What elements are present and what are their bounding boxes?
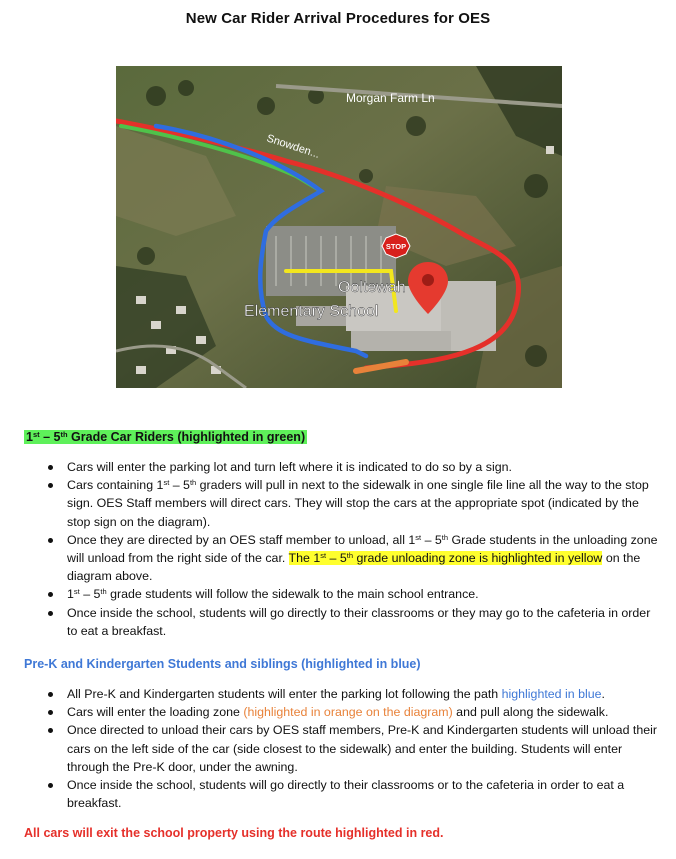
list-item: Once inside the school, students will go directly to their classrooms or they may go to the cafeteria in order to eat a breakfast. (40, 604, 660, 640)
school-label-line2: Elementary School (244, 303, 379, 320)
aerial-map-diagram (116, 66, 562, 388)
list-item: Cars will enter the loading zone (highlighted in orange on the diagram) and pull along the sidewalk. (40, 703, 660, 721)
road-label-morgan-farm: Morgan Farm Ln (346, 91, 435, 105)
yellow-highlight-text: The 1st – 5th grade unloading zone is highlighted in yellow (288, 551, 603, 566)
map-svg (116, 66, 562, 388)
list-item: All Pre-K and Kindergarten students will enter the parking lot following the path highlighted in blue. (40, 685, 660, 703)
list-item: Once they are directed by an OES staff member to unload, all 1st – 5th Grade students in the unloading zone will unload from the right side of the car. The 1st – 5th grade unloading zone is highlighted in yellow on the diagram above. (40, 531, 660, 586)
list-item: Once directed to unload their cars by OES staff members, Pre-K and Kindergarten students will unload their cars on the left side of the car (side closest to the sidewalk) and enter the building. Students will enter through the Pre-K door, under the awning. (40, 721, 660, 776)
section-heading-grades-1-5: 1st – 5th Grade Car Riders (highlighted in green) (26, 430, 306, 444)
grades-1-5-procedure-list (40, 458, 660, 640)
list-item: Cars containing 1st – 5th graders will pull in next to the sidewalk in one single file line all the way to the stop sign. OES Staff members will direct cars. They will stop the cars at the appropriate spot (indicated by the stop sign on the diagram). (40, 476, 660, 531)
section-heading-prek-k: Pre-K and Kindergarten Students and siblings (highlighted in blue) (24, 657, 421, 671)
list-item: Cars will enter the parking lot and turn left where it is indicated to do so by a sign. (40, 458, 660, 476)
list-item: Once inside the school, students will go directly to their classrooms or to the cafeteria in order to eat a breakfast. (40, 776, 660, 812)
school-label-line1: Ooltewah (338, 279, 406, 296)
stop-sign-icon (382, 234, 410, 258)
road-label-snowden: Snowden... (265, 132, 322, 161)
stop-sign-label: STOP (385, 242, 407, 251)
list-item: 1st – 5th grade students will follow the sidewalk to the main school entrance. (40, 585, 660, 603)
exit-route-note: All cars will exit the school property using the route highlighted in red. (24, 826, 444, 840)
prek-k-procedure-list (40, 685, 660, 812)
page-title: New Car Rider Arrival Procedures for OES (185, 10, 491, 27)
